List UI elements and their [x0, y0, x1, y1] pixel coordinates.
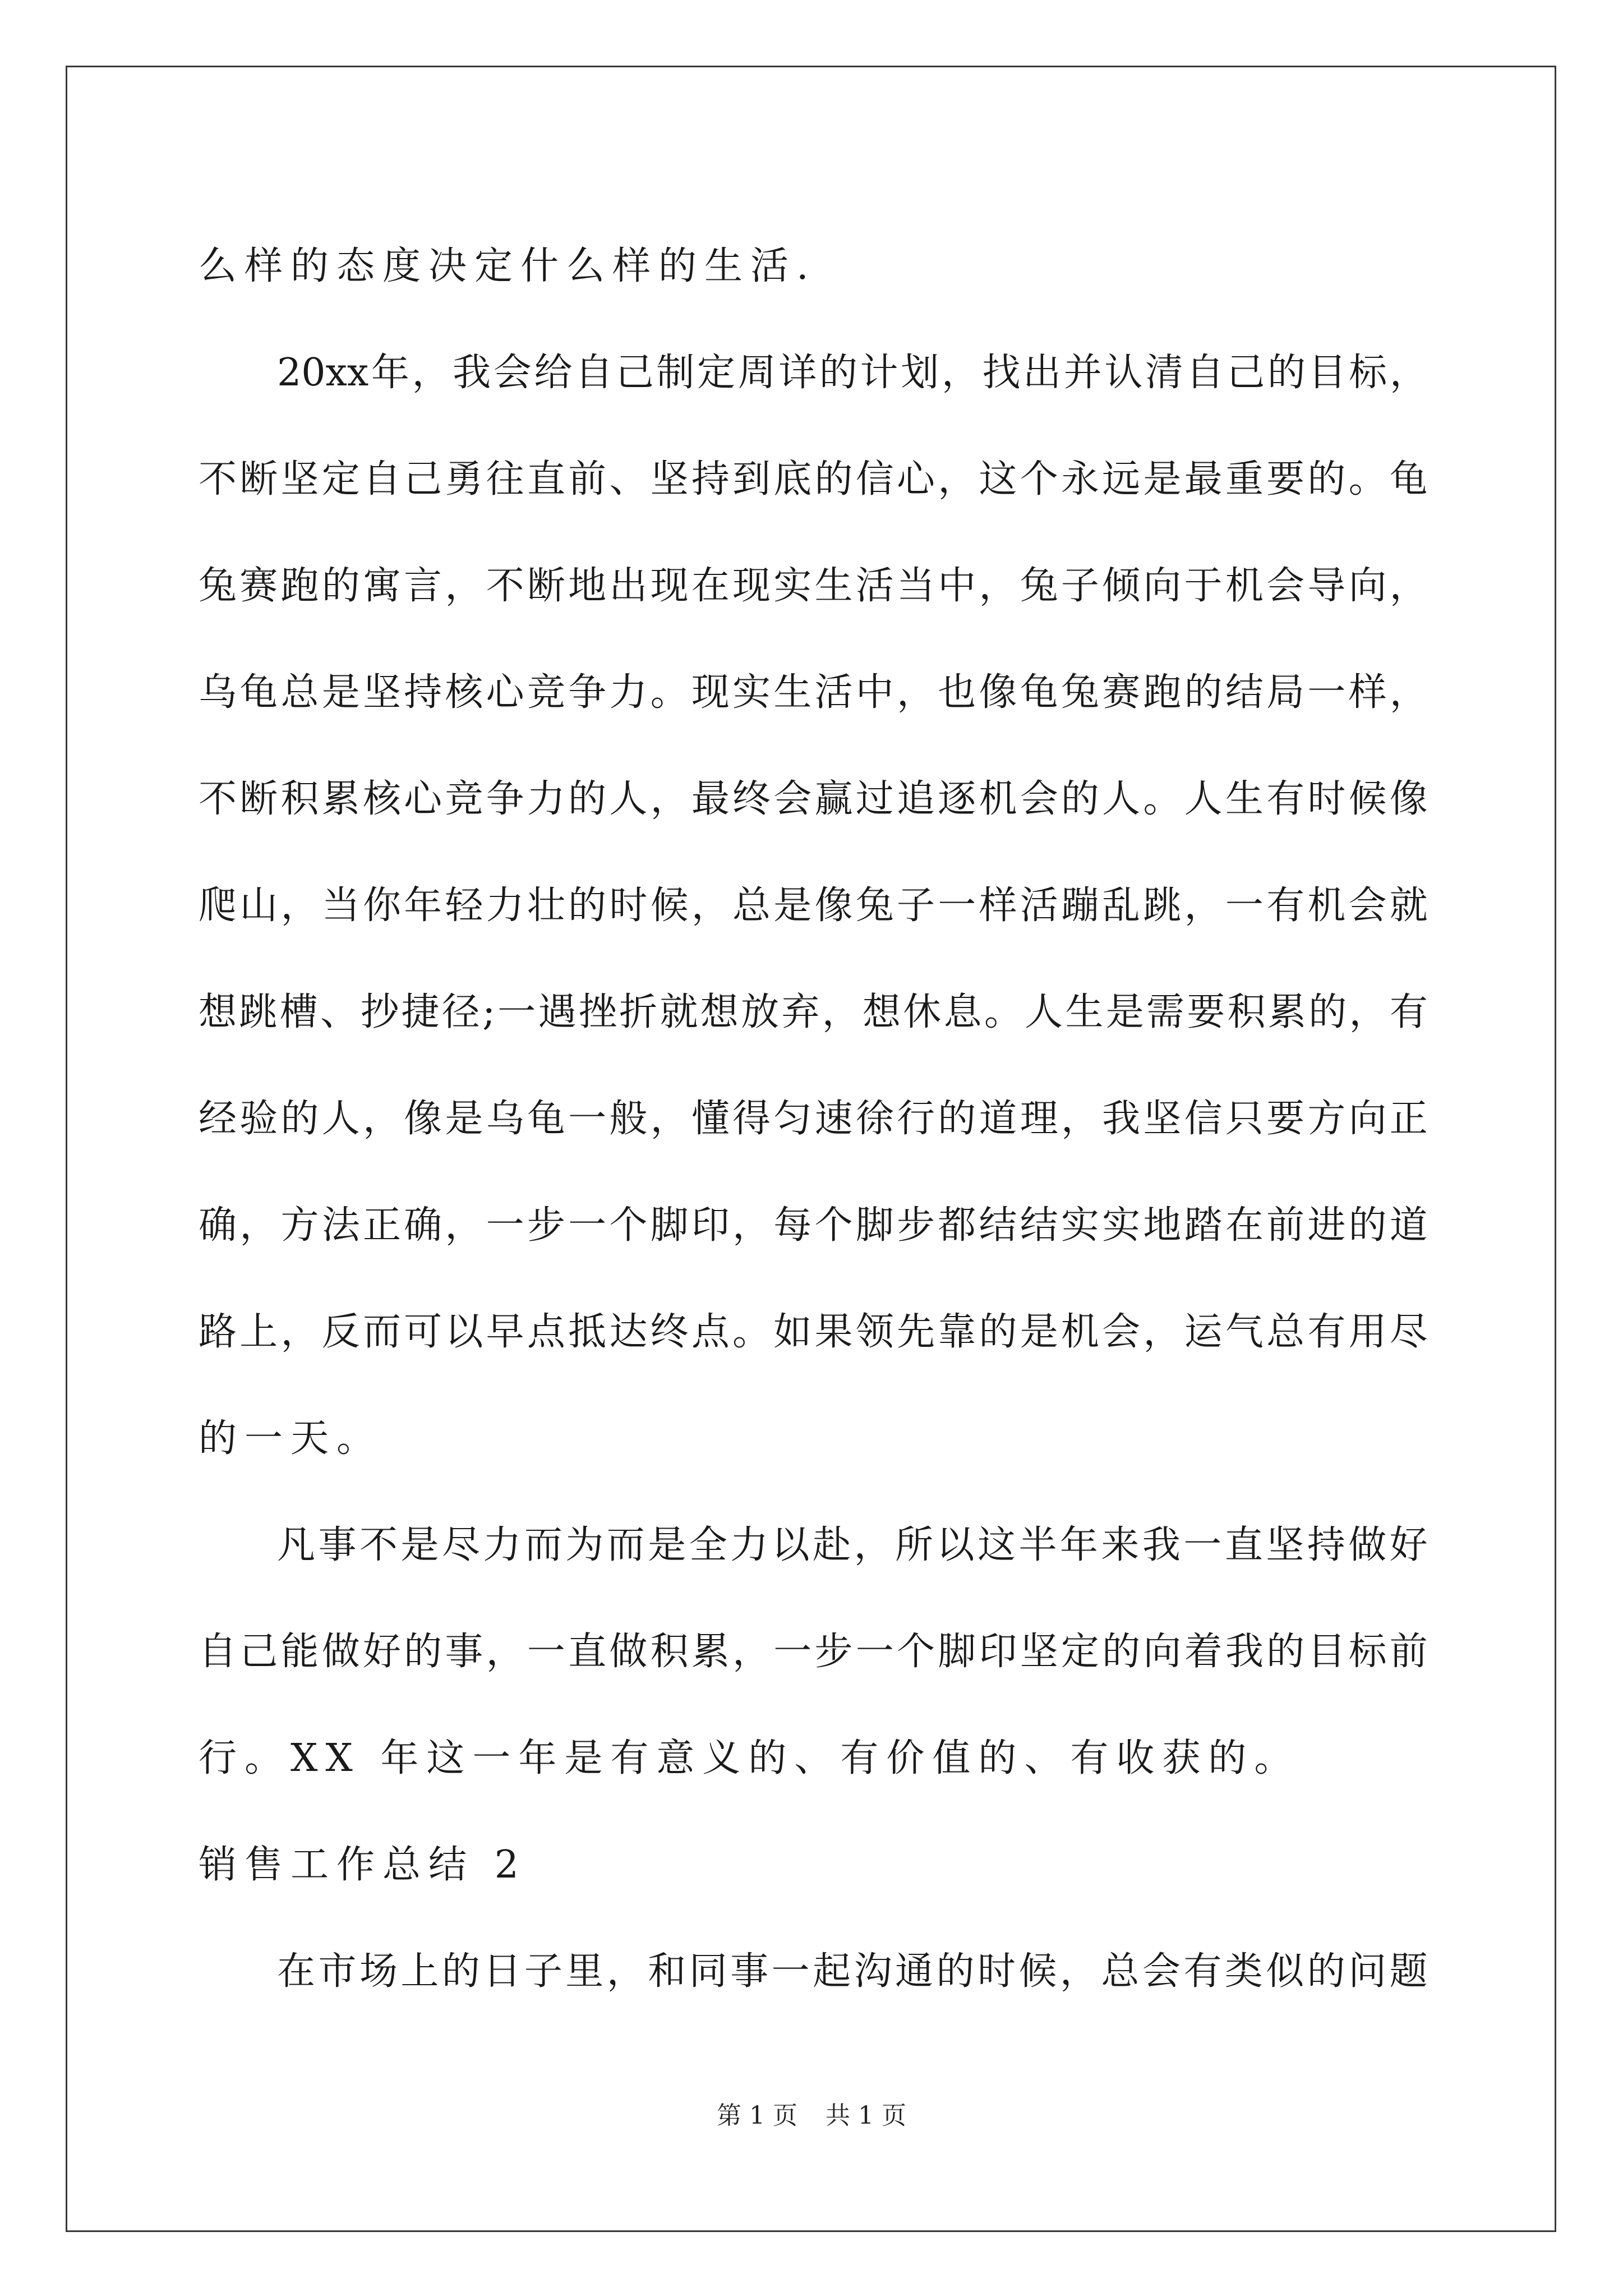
text-line: 20xx 年 ， 我 会 给 自 己 制 定 周 详 的 计 划 ， 找 出 并 认 清 自 己 的 目 标 ，	[277, 351, 1428, 395]
text-line: 不 断 坚 定 自 己 勇 往 直 前 、 坚 持 到 底 的 信 心 ， 这 个 永 远 是 最 重 要 的 。 龟	[199, 457, 1428, 501]
text-line: 确 ， 方 法 正 确 ， 一 步 一 个 脚 印 ， 每 个 脚 步 都 结 结 实 实 地 踏 在 前 进 的 道	[199, 1203, 1428, 1248]
text-line: 路 上 ， 反 而 可 以 早 点 抵 达 终 点 。 如 果 领 先 靠 的 是 机 会 ， 运 气 总 有 用 尽	[199, 1310, 1428, 1354]
text-line: 乌 龟 总 是 坚 持 核 心 竞 争 力 。 现 实 生 活 中 ， 也 像 龟 兔 赛 跑 的 结 局 一 样 ，	[199, 670, 1428, 715]
text-line: 么样的态度决定什么样的生活.	[199, 244, 817, 288]
page-number: 第 1 页	[717, 2101, 797, 2130]
text-line: 想 跳 槽 、 抄 捷 径 ; 一 遇 挫 折 就 想 放 弃 ， 想 休 息 。 人 生 是 需 要 积 累 的 ， 有	[199, 990, 1428, 1034]
text-line: 在 市 场 上 的 日 子 里 ， 和 同 事 一 起 沟 通 的 时 候 ， 总 会 有 类 似 的 问 题	[277, 1949, 1428, 1994]
text-line: 销售工作总结 2	[199, 1843, 527, 1887]
text-line: 兔 赛 跑 的 寓 言 ， 不 断 地 出 现 在 现 实 生 活 当 中 ， 兔 子 倾 向 于 机 会 导 向 ，	[199, 564, 1428, 608]
text-line: 的一天。	[199, 1416, 383, 1461]
text-line: 行。XX 年这一年是有意义的、有价值的、有收获的。	[199, 1736, 1301, 1780]
text-line: 经 验 的 人 ， 像 是 乌 龟 一 般 ， 懂 得 匀 速 徐 行 的 道 理 ， 我 坚 信 只 要 方 向 正	[199, 1097, 1428, 1141]
text-line: 爬 山 ， 当 你 年 轻 力 壮 的 时 候 ， 总 是 像 兔 子 一 样 活 蹦 乱 跳 ， 一 有 机 会 就	[199, 884, 1428, 928]
document-body	[199, 213, 1428, 2025]
text-line: 凡 事 不 是 尽 力 而 为 而 是 全 力 以 赴 ， 所 以 这 半 年 来 我 一 直 坚 持 做 好	[277, 1523, 1428, 1567]
page-footer	[0, 2099, 1623, 2133]
page-total: 共 1 页	[826, 2101, 906, 2130]
text-line: 自 己 能 做 好 的 事 ， 一 直 做 积 累 ， 一 步 一 个 脚 印 坚 定 的 向 着 我 的 目 标 前	[199, 1630, 1428, 1674]
text-line: 不 断 积 累 核 心 竞 争 力 的 人 ， 最 终 会 赢 过 追 逐 机 会 的 人 。 人 生 有 时 候 像	[199, 777, 1428, 821]
